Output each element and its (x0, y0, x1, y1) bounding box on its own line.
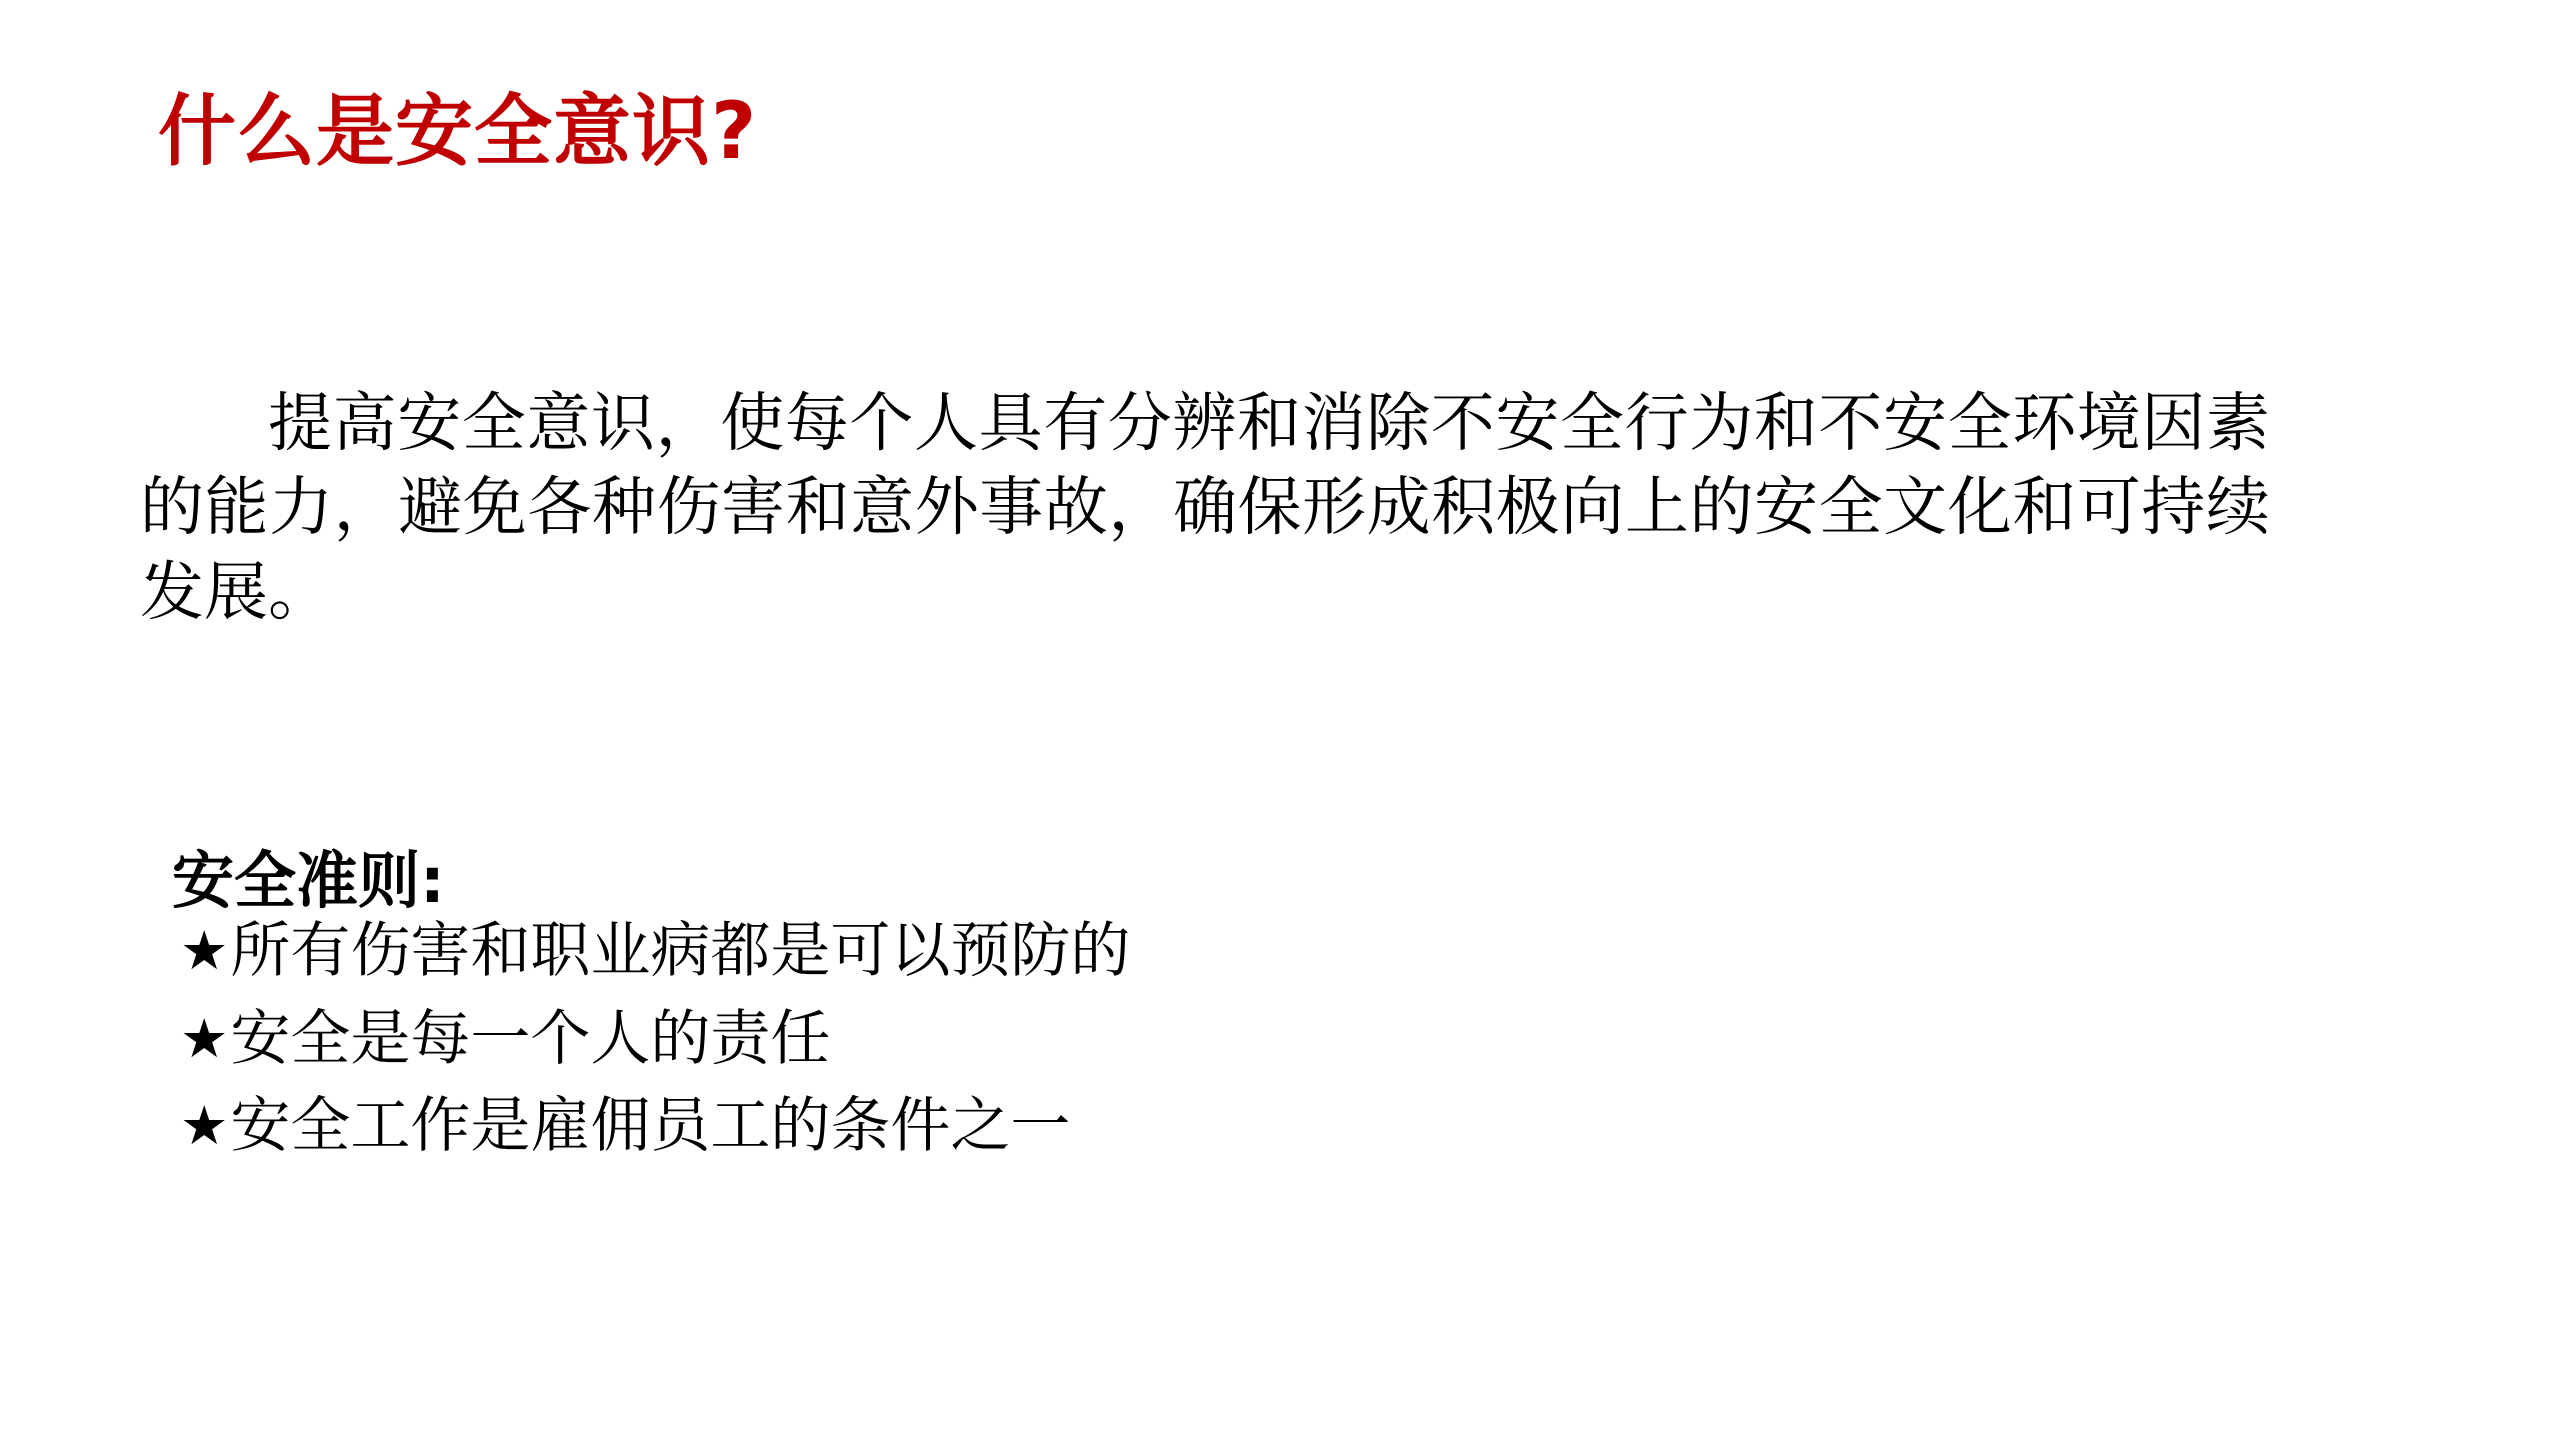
list-item-label: 所有伤害和职业病都是可以预防的 (230, 916, 1131, 986)
list-item (180, 908, 2380, 996)
list-item-label: 安全是每一个人的责任 (230, 1003, 831, 1074)
list-item-label: 安全工作是雇佣员工的条件之一 (230, 1091, 1071, 1162)
list-item (180, 1083, 2380, 1171)
list-item (180, 996, 2380, 1084)
principles-list (180, 908, 2380, 1171)
star-icon: ★ (180, 1006, 229, 1070)
body-paragraph: 提高安全意识，使每个人具有分辨和消除不安全行为和不安全环境因素的能力，避免各种伤害和意外事故，确保形成积极向上的安全文化和可持续发展。 (140, 387, 2270, 630)
page-title: 什么是安全意识? (158, 87, 758, 178)
star-icon: ★ (180, 919, 229, 982)
star-icon: ★ (180, 1094, 229, 1158)
principles-heading: 安全准则: (172, 844, 445, 918)
